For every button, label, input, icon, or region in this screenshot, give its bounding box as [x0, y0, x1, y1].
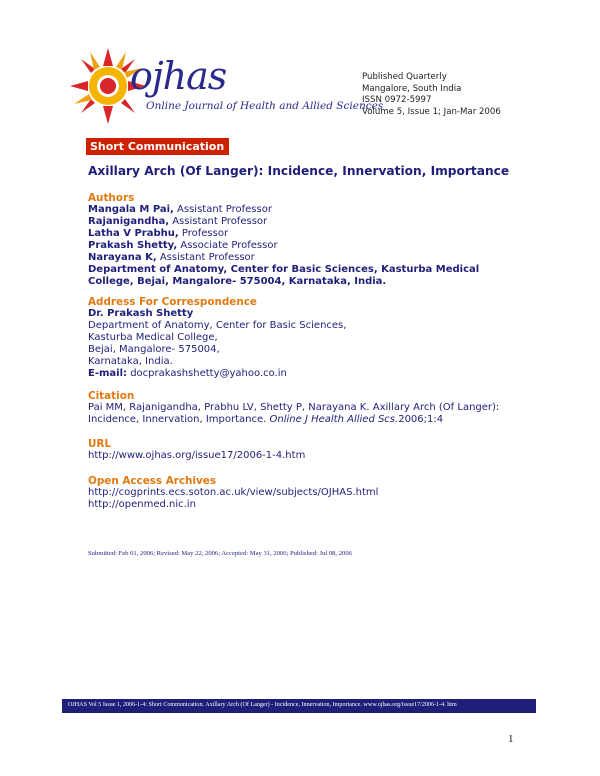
email-label: E-mail:: [88, 368, 128, 379]
email-link[interactable]: docprakashshetty@yahoo.co.in: [127, 368, 287, 379]
article-title: Axillary Arch (Of Langer): Incidence, Innervation, Importance: [88, 164, 510, 178]
author-role: Associate Professor: [177, 240, 278, 251]
article-url-link[interactable]: http://www.ojhas.org/issue17/2006-1-4.htm: [88, 450, 306, 461]
citation-line-2: [88, 414, 558, 426]
journal-location: Mangalore, South India: [362, 83, 462, 94]
email-row: [88, 368, 558, 380]
author-name: Rajanigandha,: [88, 216, 170, 227]
journal-frequency: Published Quarterly: [362, 72, 447, 82]
address-line: Bejai, Mangalore- 575004,: [88, 344, 220, 355]
citation-line-1: Pai MM, Rajanigandha, Prabhu LV, Shetty P, Narayana K. Axillary Arch (Of Langer):: [88, 402, 500, 413]
affiliation-line: Department of Anatomy, Center for Basic Sciences, Kasturba Medical: [88, 264, 480, 275]
archive-link[interactable]: http://openmed.nic.in: [88, 499, 196, 510]
affiliation-line: College, Bejai, Mangalore- 575004, Karnataka, India.: [88, 276, 387, 287]
url-heading: URL: [88, 438, 112, 450]
logo-subtitle: Online Journal of Health and Allied Sciences: [146, 100, 384, 112]
authors-heading: Authors: [88, 192, 135, 204]
citation-title-part: Incidence, Innervation, Importance.: [88, 414, 270, 425]
correspondence-name: Dr. Prakash Shetty: [88, 308, 194, 319]
author-row: [88, 228, 558, 240]
address-line: Karnataka, India.: [88, 356, 173, 367]
citation-volume: 2006;1:4: [398, 414, 444, 425]
author-name: Prakash Shetty,: [88, 240, 178, 251]
archive-link[interactable]: http://cogprints.ecs.soton.ac.uk/view/subjects/OJHAS.html: [88, 487, 379, 498]
correspondence-section: [88, 296, 558, 380]
url-section: [88, 438, 558, 462]
author-row: [88, 204, 558, 216]
author-role: Assistant Professor: [169, 216, 268, 227]
author-role: Assistant Professor: [156, 252, 255, 263]
author-row: [88, 216, 558, 228]
author-name: Narayana K,: [88, 252, 157, 263]
address-line: Department of Anatomy, Center for Basic Sciences,: [88, 320, 347, 331]
citation-heading: Citation: [88, 390, 135, 402]
author-name: Latha V Prabhu,: [88, 228, 179, 239]
citation-journal: Online J Health Allied Scs.: [269, 414, 399, 425]
logo-wordmark: ojhas: [130, 54, 227, 98]
archives-heading: Open Access Archives: [88, 475, 217, 487]
address-line: Kasturba Medical College,: [88, 332, 218, 343]
author-row: [88, 252, 558, 264]
author-name: Mangala M Pai,: [88, 204, 174, 215]
archives-section: [88, 475, 558, 511]
author-row: [88, 240, 558, 252]
footer-text: OJHAS Vol 5 Issue 1, 2006-1-4: Short Communication. Axillary Arch (Of Langer) - Incidence, Innervation, Importance. www.ojhas.org/issue17/2006-1-4. htm: [68, 702, 457, 708]
journal-volume: Volume 5, Issue 1; Jan-Mar 2006: [362, 106, 501, 117]
author-role: Assistant Professor: [173, 204, 272, 215]
journal-info: [362, 72, 501, 118]
authors-section: [88, 192, 558, 288]
page-number: 1: [508, 733, 514, 745]
citation-section: [88, 390, 558, 426]
page-footer: [62, 699, 536, 713]
journal-logo: [68, 46, 384, 130]
author-role: Professor: [178, 228, 229, 239]
submission-dates: Submitted: Feb 01, 2006; Revised: May 22, 2006; Accepted: May 31, 2006; Published: Jul 08, 2006: [88, 550, 352, 557]
section-label: Short Communication: [86, 138, 229, 155]
journal-issn: ISSN 0972-5997: [362, 95, 432, 105]
correspondence-heading: Address For Correspondence: [88, 296, 257, 308]
